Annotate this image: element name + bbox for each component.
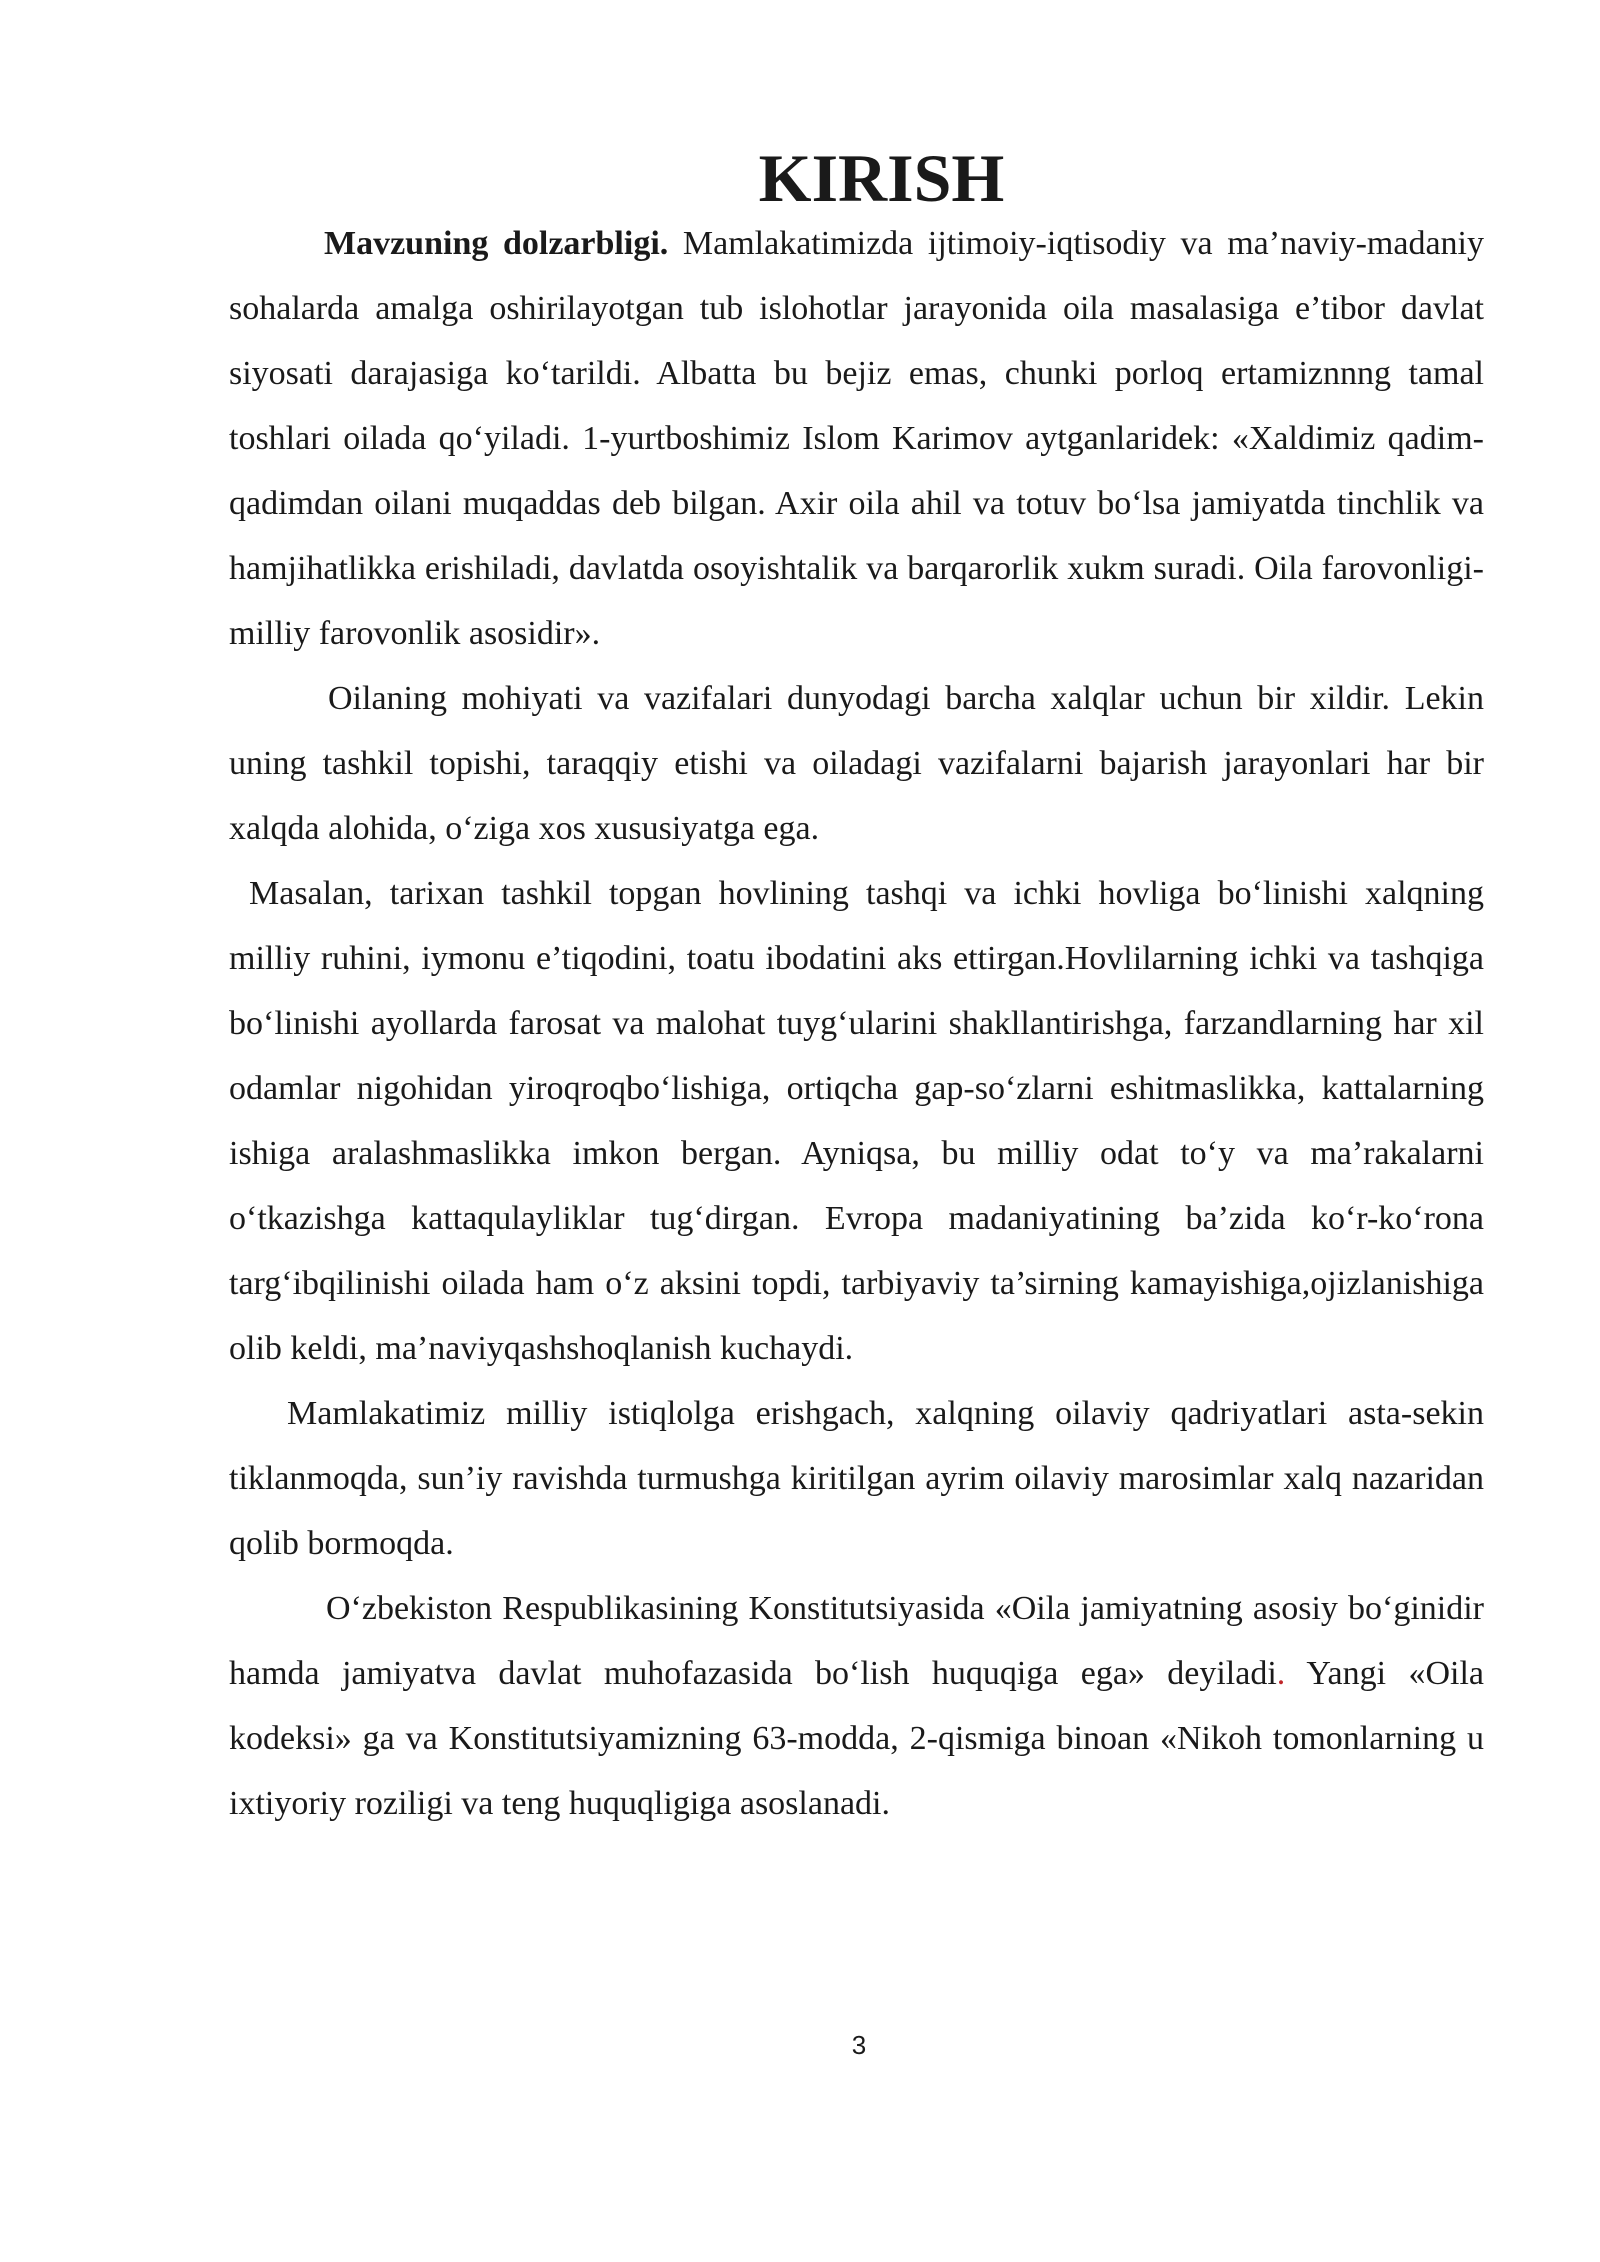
highlighted-period: . [1276, 1655, 1286, 1692]
paragraph-relevance [229, 211, 1484, 666]
page-number: 3 [851, 2030, 867, 2060]
paragraph-independence: Mamlakatimiz milliy istiqlolga erishgach, xalqning oilaviy qadriyatlari asta-sekin tiklanmoqda, sun’iy ravishda turmushga kiritilgan ayrim oilaviy marosimlar xalq nazaridan qolib bormoqda. [229, 1395, 1484, 1562]
section-heading: KIRISH [758, 140, 1005, 216]
document-body [229, 140, 1485, 1836]
paragraph-courtyard: Masalan, tarixan tashkil topgan hovlining tashqi va ichki hovliga bo‘linishi xalqning milliy ruhini, iymonu e’tiqodini, toatu ibodatini aks ettirgan.Hovlilarning ichki va tashqiga bo‘linishi ayollarda farosat va malohat tuyg‘ularini shakllantirishga, farzandlarning har xil odamlar nigohidan yiroqroqbo‘lishiga, ortiqcha gap-so‘zlarni eshitmaslikka, kattalarning ishiga aralashmaslikka imkon bergan. Ayniqsa, bu milliy odat to‘y va ma’rakalarni o‘tkazishga kattaqulayliklar tug‘dirgan. Evropa madaniyatining ba’zida ko‘r-ko‘rona targ‘ibqilinishi oilada ham o‘z aksini topdi, tarbiyaviy ta’sirning kamayishiga,ojizlanishiga olib keldi, ma’naviyqashshoqlanish kuchaydi. [229, 875, 1484, 1367]
paragraph-text: O‘zbekiston Respublikasining Konstitutsiyasida «Oila jamiyatning asosiy bo‘ginidir hamda jamiyatva davlat muhofazasida bo‘lish huquqiga ega» deyiladi [229, 1590, 1484, 1692]
paragraph-family-essence: Oilaning mohiyati va vazifalari dunyodagi barcha xalqlar uchun bir xildir. Lekin uning tashkil topishi, taraqqiy etishi va oiladagi vazifalarni bajarish jarayonlari har bir xalqda alohida, o‘ziga xos xususiyatga ega. [229, 680, 1484, 847]
paragraph-lead: Mavzuning dolzarbligi. [324, 225, 669, 262]
paragraph-text-continued: Yangi «Oila kodeksi» ga va Konstitutsiyamizning 63-modda, 2-qismiga binoan «Nikoh tomonlarning u ixtiyoriy roziligi va teng huquqligiga asoslanadi. [229, 1655, 1484, 1822]
paragraph-constitution [229, 1576, 1484, 1836]
paragraph-text: Mamlakatimizda ijtimoiy-iqtisodiy va ma’naviy-madaniy sohalarda amalga oshirilayotgan tub islohotlar jarayonida oila masalasiga e’tibor davlat siyosati darajasiga ko‘tarildi. Albatta bu bejiz emas, chunki porloq ertamiznnng tamal toshlari oilada qo‘yiladi. 1-yurtboshimiz Islom Karimov aytganlaridek: «Xaldimiz qadim-qadimdan oilani muqaddas deb bilgan. Axir oila ahil va totuv bo‘lsa jamiyatda tinchlik va hamjihatlikka erishiladi, davlatda osoyishtalik va barqarorlik xukm suradi. Oila farovonligi-milliy farovonlik asosidir». [229, 225, 1485, 652]
